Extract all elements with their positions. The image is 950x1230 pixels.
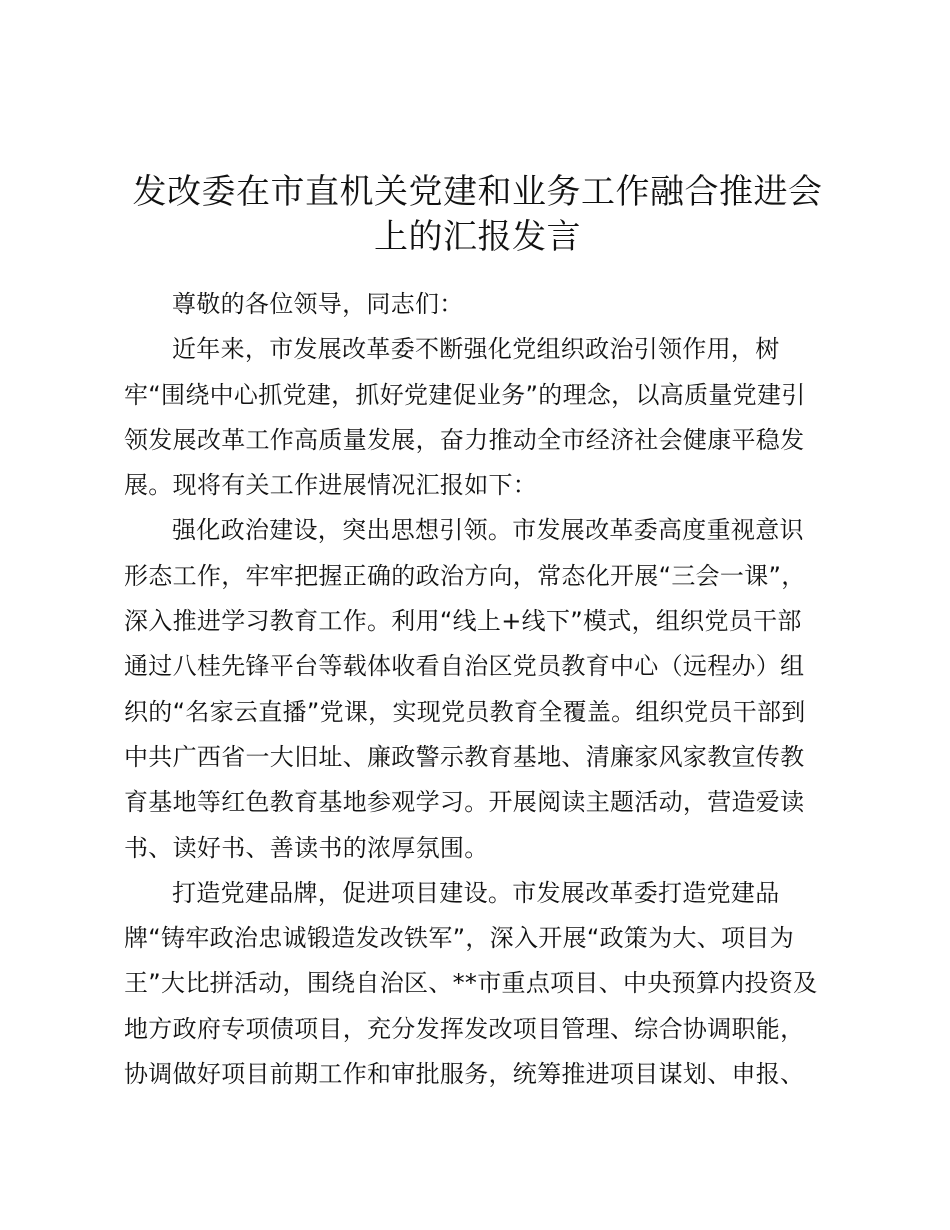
paragraph-line: 地方政府专项债项目，充分发挥发改项目管理、综合协调职能，: [124, 1014, 805, 1043]
paragraph-line: 深入推进学习教育工作。利用“线上+线下”模式，组织党员干部: [124, 607, 802, 636]
paragraph-line: 协调做好项目前期工作和审批服务，统筹推进项目谋划、申报、: [124, 1060, 805, 1089]
paragraph-line: 牌“铸牢政治忠诚锻造发改铁军”，深入开展“政策为大、项目为: [124, 924, 794, 953]
paragraph-line: 书、读好书、善读书的浓厚氛围。: [124, 833, 489, 862]
paragraph-line: 王”大比拼活动，围绕自治区、**市重点项目、中央预算内投资及: [124, 969, 818, 998]
paragraph-line: 展。现将有关工作进展情况汇报如下：: [124, 471, 538, 500]
paragraph-line: 打造党建品牌，促进项目建设。市发展改革委打造党建品: [172, 878, 780, 907]
paragraph-line: 牢“围绕中心抓党建，抓好党建促业务”的理念，以高质量党建引: [124, 380, 806, 409]
title-line: 发改委在市直机关党建和业务工作融合推进会: [132, 172, 823, 212]
paragraph-line: 近年来，市发展改革委不断强化党组织政治引领作用，树: [172, 335, 780, 364]
paragraph-line: 通过八桂先锋平台等载体收看自治区党员教育中心（远程办）组: [124, 652, 805, 681]
paragraph-line: 强化政治建设，突出思想引领。市发展改革委高度重视意识: [172, 516, 804, 545]
paragraph-line: 领发展改革工作高质量发展，奋力推动全市经济社会健康平稳发: [124, 425, 805, 454]
page-title: [120, 168, 835, 259]
document-body: [124, 282, 832, 1097]
salutation: 尊敬的各位领导，同志们：: [172, 290, 464, 318]
paragraph-line: 形态工作，牢牢把握正确的政治方向，常态化开展“三会一课”，: [124, 561, 806, 590]
paragraph-line: 育基地等红色教育基地参观学习。开展阅读主题活动，营造爱读: [124, 788, 805, 817]
paragraph-line: 中共广西省一大旧址、廉政警示教育基地、清廉家风家教宣传教: [124, 742, 805, 771]
paragraph-line: 织的“名家云直播”党课，实现党员教育全覆盖。组织党员干部到: [124, 697, 806, 726]
title-line: 上的汇报发言: [374, 217, 581, 258]
